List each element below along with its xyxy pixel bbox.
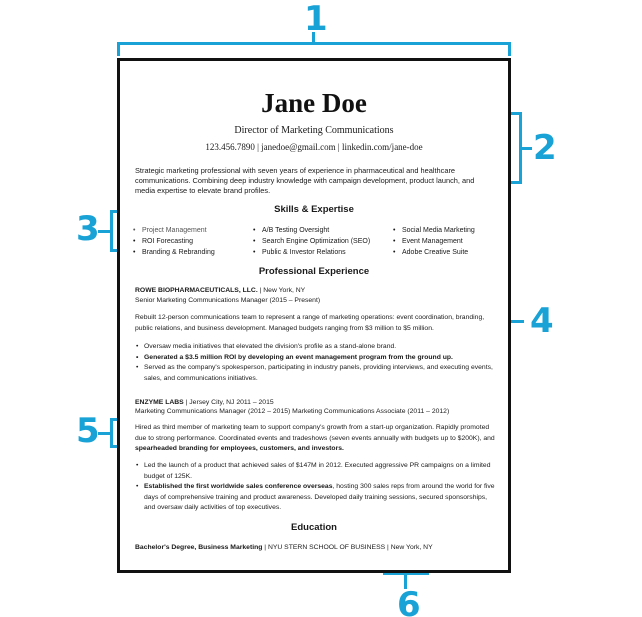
job-2-description-text: Hired as third member of marketing team to support company's growth from a start-up organization. Rapidly promoted due to strong performance. Coordinated events and tradeshows (seven events annually with budgets up to $200K), and [135, 424, 495, 442]
callout-number-2: 2 [533, 128, 557, 168]
job-2-bullets [135, 461, 495, 514]
resume-page [117, 58, 511, 573]
skill-item: • Event Management [393, 236, 475, 247]
callout-number-5: 5 [76, 411, 100, 451]
skill-item: • Social Media Marketing [393, 225, 475, 236]
job-1-company: ROWE BIOPHARMACEUTICALS, LLC. [135, 287, 258, 294]
callout-5-stem [98, 432, 110, 435]
job-2-bullet: • Led the launch of a product that achieved sales of $147M in 2012. Executed aggressive PR campaigns on a limited budget of 125K. [135, 461, 495, 482]
skills-heading: Skills & Expertise [274, 204, 354, 215]
skills-column-1 [133, 225, 253, 258]
callout-number-4: 4 [530, 301, 554, 341]
skills-list [133, 225, 503, 258]
skills-column-2 [253, 225, 393, 258]
callout-number-1: 1 [304, 0, 328, 39]
job-1-role: Senior Marketing Communications Manager (2015 – Present) [135, 297, 321, 304]
callout-number-3: 3 [76, 209, 100, 249]
job-2-company: ENZYME LABS [135, 399, 184, 406]
job-1-bullet: • Oversaw media initiatives that elevated the division's profile as a stand-alone brand. [135, 342, 495, 353]
skill-item: • Search Engine Optimization (SEO) [253, 236, 393, 247]
job-2-location: | Jersey City, NJ 2011 – 2015 [183, 399, 274, 406]
callout-1-bracket [117, 42, 511, 56]
job-1-bullet: • Generated a $3.5 million ROI by developing an event management program from the ground up. [135, 353, 495, 364]
job-2-header [135, 398, 274, 407]
skill-item: • A/B Testing Oversight [253, 225, 393, 236]
skill-item: • Project Management [133, 225, 253, 236]
resume-contact: 123.456.7890 | janedoe@gmail.com | linkedin.com/jane-doe [205, 142, 423, 152]
education-degree: Bachelor's Degree, Business Marketing [135, 544, 263, 551]
skill-item: • Public & Investor Relations [253, 247, 393, 258]
job-2-role: Marketing Communications Manager (2012 – 2015) Marketing Communications Associate (2011 – 2012) [135, 408, 450, 415]
job-2-bullet-rest: , hosting 300 sales reps from around the [332, 483, 455, 490]
job-2-bullet-highlight: Established the first worldwide sales conference overseas [144, 483, 333, 490]
callout-3-stem [98, 230, 110, 233]
callout-number-6: 6 [397, 585, 421, 617]
callout-2-stem [522, 147, 532, 150]
job-2-bullet-continued: world for five days of comprehensive training and product awareness. Developed daily training sessions, secured sponsorships, and oversaw daily activities of top executives. [144, 483, 495, 511]
resume-summary: Strategic marketing professional with seven years of experience in pharmaceutical and healthcare communications. Combining deep industry knowledge with campaign development, product launch, and media expertise to elevate brand profiles. [135, 166, 475, 195]
education-school: | NYU STERN SCHOOL OF BUSINESS | New York, NY [262, 544, 433, 551]
skills-column-3 [393, 225, 475, 258]
education-heading: Education [291, 522, 337, 533]
resume-name: Jane Doe [261, 88, 367, 118]
job-1-bullet: • Served as the company's spokesperson, participating in industry panels, providing interviews, and executing events, sales, and communications initiatives. [135, 363, 495, 384]
job-1-description: Rebuilt 12-person communications team to represent a range of marketing operations: event coordination, branding, public relations, and business development. Managed budgets ranging from $3 million to $5 million. [135, 314, 485, 332]
job-2-bullet [135, 482, 495, 514]
job-2-description-highlight: spearheaded branding for employees, customers, and investors. [135, 445, 344, 452]
education-entry [135, 543, 433, 552]
resume-title: Director of Marketing Communications [234, 125, 394, 136]
job-1-header [135, 286, 305, 295]
job-2-description [135, 423, 497, 455]
job-1-bullets [135, 342, 495, 384]
experience-heading: Professional Experience [258, 266, 370, 277]
skill-item: • Adobe Creative Suite [393, 247, 475, 258]
job-1-location: | New York, NY [257, 287, 306, 294]
skill-item: • ROI Forecasting [133, 236, 253, 247]
skill-item: • Branding & Rebranding [133, 247, 253, 258]
